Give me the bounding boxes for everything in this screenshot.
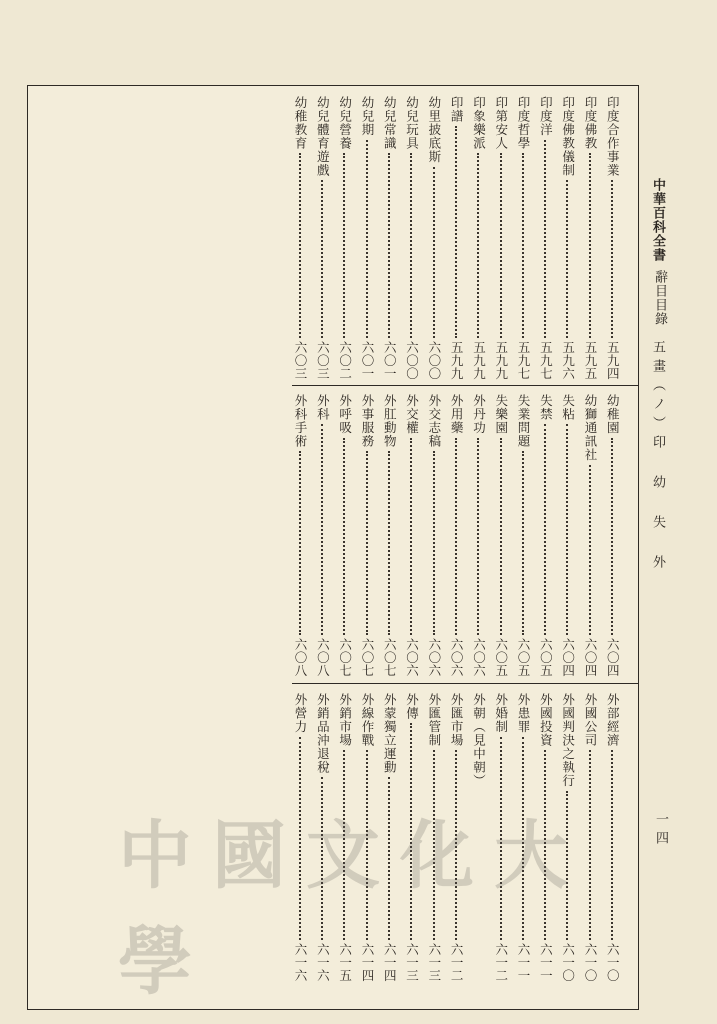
entry-title: 外國判決之執行 — [560, 693, 576, 788]
index-entry — [359, 394, 375, 677]
entry-title: 外科 — [315, 394, 331, 421]
entry-title: 外科手術 — [293, 394, 309, 448]
entry-page-number: 六一一 — [538, 943, 554, 982]
entry-page-number: 六〇五 — [538, 638, 554, 677]
dot-leader — [433, 451, 435, 635]
entry-page-number: 六一〇 — [582, 943, 598, 982]
dot-leader — [366, 140, 368, 339]
entry-page-number: 六一六 — [315, 943, 331, 982]
entry-title: 外匯管制 — [426, 693, 442, 747]
entry-page-number: 六〇六 — [404, 638, 420, 677]
index-entry — [381, 394, 397, 677]
index-entry — [515, 394, 531, 677]
dot-leader — [477, 153, 479, 338]
stroke-range: 五畫（ノ）印 幼 失 外 — [650, 340, 665, 574]
index-entry — [493, 96, 509, 380]
index-entry — [336, 394, 352, 677]
index-entry — [314, 96, 330, 380]
dot-leader — [566, 424, 568, 635]
index-entry — [470, 394, 486, 677]
dot-leader — [321, 424, 323, 635]
entry-title: 失禁 — [538, 394, 554, 421]
page-number: 一四 — [653, 812, 668, 850]
index-entry — [582, 96, 598, 380]
dot-leader — [477, 438, 479, 636]
index-entry — [537, 394, 553, 677]
index-entry — [559, 394, 575, 677]
entry-page-number: 六〇四 — [582, 638, 598, 677]
dot-leader — [522, 153, 524, 338]
entry-page-number: 六〇四 — [605, 638, 621, 677]
dot-leader — [343, 438, 345, 636]
index-entry — [292, 394, 308, 677]
entry-title: 印度洋 — [538, 96, 554, 137]
entry-title: 印象樂派 — [471, 96, 487, 150]
entry-page-number: 五九九 — [471, 341, 487, 380]
entry-title: 幼兒常識 — [382, 96, 398, 150]
entry-title: 外部經濟 — [605, 693, 621, 747]
dot-leader — [566, 180, 568, 338]
dot-leader — [500, 438, 502, 636]
entry-page-number: 六〇七 — [382, 638, 398, 677]
dot-leader — [500, 153, 502, 338]
entry-title: 印度佛教 — [582, 96, 598, 150]
watermark-text: 中國文化大學 — [118, 813, 588, 1005]
index-entry — [359, 96, 375, 380]
entry-title: 外事服務 — [359, 394, 375, 448]
entry-title: 外交權 — [404, 394, 420, 435]
dot-leader — [433, 167, 435, 339]
dot-leader — [589, 465, 591, 636]
entry-page-number: 五九五 — [582, 341, 598, 380]
entry-title: 外朝（見中朝） — [471, 693, 487, 788]
index-entry — [403, 394, 419, 677]
entry-page-number: 六一二 — [493, 943, 509, 982]
entry-title: 外肛動物 — [382, 394, 398, 448]
entry-title: 失粘 — [560, 394, 576, 421]
entry-page-number: 六〇三 — [315, 341, 331, 380]
entry-title: 印譜 — [449, 96, 465, 123]
entry-title: 外銷品沖退稅 — [315, 693, 331, 774]
dot-leader — [589, 153, 591, 338]
entry-title: 外丹功 — [471, 394, 487, 435]
entry-page-number: 六〇五 — [516, 638, 532, 677]
entry-page-number: 五九九 — [493, 341, 509, 380]
entry-title: 幼兒體育遊戲 — [315, 96, 331, 177]
dot-leader — [410, 438, 412, 636]
index-entry — [604, 394, 620, 677]
entry-title: 外國公司 — [582, 693, 598, 747]
entry-title: 外蒙獨立運動 — [382, 693, 398, 774]
entry-page-number: 六一三 — [404, 943, 420, 982]
entry-title: 幼稚教育 — [293, 96, 309, 150]
index-entry — [604, 96, 620, 380]
entry-page-number: 六一六 — [293, 943, 309, 982]
entry-page-number: 五九七 — [538, 341, 554, 380]
entry-title: 印度佛教儀制 — [560, 96, 576, 177]
entry-page-number: 六〇五 — [493, 638, 509, 677]
dot-leader — [321, 180, 323, 338]
dot-leader — [388, 451, 390, 635]
index-entry — [403, 96, 419, 380]
entry-title: 外患罪 — [516, 693, 532, 734]
entry-title: 失業問題 — [516, 394, 532, 448]
entry-title: 幼稚園 — [605, 394, 621, 435]
entry-page-number: 六〇六 — [449, 638, 465, 677]
dot-leader — [522, 451, 524, 635]
entry-title: 幼獅通訊社 — [582, 394, 598, 462]
dot-leader — [544, 140, 546, 339]
index-entry — [426, 394, 442, 677]
entry-page-number: 六〇七 — [359, 638, 375, 677]
dot-leader — [410, 153, 412, 338]
entry-page-number: 六〇四 — [560, 638, 576, 677]
index-entry — [314, 394, 330, 677]
entry-page-number: 六一五 — [337, 943, 353, 982]
dot-leader — [455, 438, 457, 636]
index-entry — [559, 96, 575, 380]
index-entry — [448, 96, 464, 380]
entry-page-number: 六一四 — [359, 943, 375, 982]
entry-page-number: 六〇八 — [293, 638, 309, 677]
entry-page-number: 六〇一 — [359, 341, 375, 380]
entry-title: 幼里披底斯 — [426, 96, 442, 164]
entry-title: 幼兒營養 — [337, 96, 353, 150]
index-entry — [537, 96, 553, 380]
entry-page-number: 六一三 — [426, 943, 442, 982]
entry-page-number: 六〇六 — [426, 638, 442, 677]
entry-title: 外匯市場 — [449, 693, 465, 747]
index-entry — [426, 96, 442, 380]
entry-title: 外傳 — [404, 693, 420, 720]
section-label: 辭目目錄 — [652, 270, 667, 326]
entry-page-number: 五九七 — [516, 341, 532, 380]
dot-leader — [366, 451, 368, 635]
entry-title: 外國投資 — [538, 693, 554, 747]
entry-page-number: 六一〇 — [560, 943, 576, 982]
entry-page-number: 六〇八 — [315, 638, 331, 677]
index-entry — [515, 96, 531, 380]
entry-title: 外婚制 — [493, 693, 509, 734]
entry-title: 外銷市場 — [337, 693, 353, 747]
entry-page-number: 六一二 — [449, 943, 465, 982]
entry-page-number: 六〇二 — [337, 341, 353, 380]
entry-page-number: 六一一 — [516, 943, 532, 982]
index-entry — [292, 96, 308, 380]
dot-leader — [611, 438, 613, 636]
dot-leader — [544, 424, 546, 635]
index-entry — [470, 96, 486, 380]
entry-title: 印度哲學 — [516, 96, 532, 150]
entry-page-number: 六〇〇 — [404, 341, 420, 380]
entry-page-number: 六〇七 — [337, 638, 353, 677]
dot-leader — [299, 451, 301, 635]
section-divider-upper — [292, 385, 639, 386]
entry-title: 外用藥 — [449, 394, 465, 435]
entry-title: 失樂園 — [493, 394, 509, 435]
dot-leader — [299, 153, 301, 338]
entry-page-number: 六〇〇 — [426, 341, 442, 380]
entry-title: 幼兒玩具 — [404, 96, 420, 150]
dot-leader — [455, 126, 457, 338]
entry-title: 印度合作事業 — [605, 96, 621, 177]
section-divider-lower — [292, 683, 639, 684]
dot-leader — [343, 153, 345, 338]
index-entry — [448, 394, 464, 677]
entry-page-number: 五九四 — [605, 341, 621, 380]
index-entry — [336, 96, 352, 380]
index-entry — [381, 96, 397, 380]
entry-page-number: 六〇六 — [471, 638, 487, 677]
entry-page-number: 五九六 — [560, 341, 576, 380]
entry-title: 外營力 — [293, 693, 309, 734]
entry-page-number: 六〇一 — [382, 341, 398, 380]
entry-title: 外線作戰 — [359, 693, 375, 747]
index-entry — [493, 394, 509, 677]
entry-title: 印第安人 — [493, 96, 509, 150]
entry-title: 外呼吸 — [337, 394, 353, 435]
entry-page-number: 六〇三 — [293, 341, 309, 380]
entry-page-number: 六一四 — [382, 943, 398, 982]
index-entry — [582, 394, 598, 677]
entry-title: 幼兒期 — [359, 96, 375, 137]
dot-leader — [611, 180, 613, 338]
entry-title: 外交志稿 — [426, 394, 442, 448]
entry-page-number: 五九九 — [449, 341, 465, 380]
book-title: 中華百科全書 — [650, 178, 665, 262]
entry-page-number: 六一〇 — [605, 943, 621, 982]
dot-leader — [388, 153, 390, 338]
